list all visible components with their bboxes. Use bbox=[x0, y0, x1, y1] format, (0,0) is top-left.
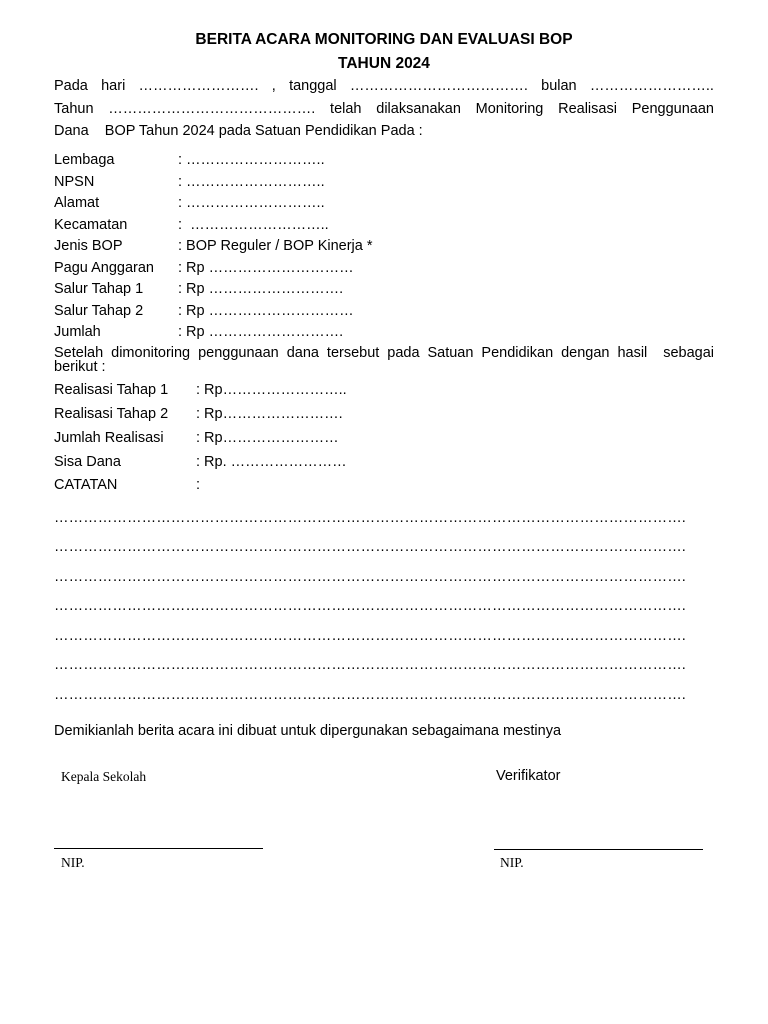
field-label-alamat: Alamat bbox=[54, 195, 100, 211]
result-label-realisasi-tahap-1: Realisasi Tahap 1 bbox=[54, 382, 169, 398]
document-title: BERITA ACARA MONITORING DAN EVALUASI BOP bbox=[195, 31, 573, 48]
field-value-alamat: : ……………………….. bbox=[178, 195, 325, 211]
field-label-salur-tahap-1: Salur Tahap 1 bbox=[54, 281, 144, 297]
signature-line-left bbox=[54, 848, 263, 849]
field-value-kecamatan: : ……………………….. bbox=[178, 217, 329, 233]
result-label-sisa-dana: Sisa Dana bbox=[54, 454, 121, 470]
monitoring-text: Setelah dimonitoring penggunaan dana tersebut pada Satuan Pendidikan dengan hasil sebagai berikut : bbox=[54, 345, 719, 375]
result-value-jumlah-realisasi: : Rp…………………… bbox=[196, 430, 339, 446]
note-line: …………………………………………………………………………………………………………………. bbox=[54, 539, 686, 555]
field-value-salur-tahap-2: : Rp ………………………… bbox=[178, 303, 354, 319]
field-value-npsn: : ……………………….. bbox=[178, 174, 325, 190]
field-label-npsn: NPSN bbox=[54, 174, 95, 190]
field-label-pagu-anggaran: Pagu Anggaran bbox=[54, 260, 154, 276]
result-value-sisa-dana: : Rp. …………………… bbox=[196, 454, 347, 470]
note-line: …………………………………………………………………………………………………………………. bbox=[54, 628, 686, 644]
field-label-jumlah: Jumlah bbox=[54, 324, 101, 340]
intro-line-1: Pada hari ……………………. , tanggal ………………………………. bulan …………………….. bbox=[54, 78, 714, 94]
field-value-salur-tahap-1: : Rp ………………………. bbox=[178, 281, 344, 297]
field-label-kecamatan: Kecamatan bbox=[54, 217, 128, 233]
field-label-lembaga: Lembaga bbox=[54, 152, 115, 168]
closing-text: Demikianlah berita acara ini dibuat untuk dipergunakan sebagaimana mestinya bbox=[54, 723, 562, 739]
field-value-lembaga: : ……………………….. bbox=[178, 152, 325, 168]
nip-left: NIP. bbox=[61, 855, 85, 870]
field-value-jenis-bop: : BOP Reguler / BOP Kinerja * bbox=[178, 238, 373, 254]
result-label-catatan: CATATAN bbox=[54, 477, 118, 493]
nip-right: NIP. bbox=[500, 855, 524, 870]
intro-line-2: Tahun ……………………………………. telah dilaksanakan Monitoring Realisasi Penggunaan bbox=[54, 101, 714, 117]
result-value-catatan: : bbox=[196, 477, 201, 493]
result-label-jumlah-realisasi: Jumlah Realisasi bbox=[54, 430, 164, 446]
note-line: …………………………………………………………………………………………………………………. bbox=[54, 657, 686, 673]
intro-line-3: Dana BOP Tahun 2024 pada Satuan Pendidikan Pada : bbox=[54, 123, 423, 139]
result-value-realisasi-tahap-1: : Rp…………………….. bbox=[196, 382, 347, 398]
note-line: …………………………………………………………………………………………………………………. bbox=[54, 687, 686, 703]
note-line: …………………………………………………………………………………………………………………. bbox=[54, 510, 686, 526]
note-line: …………………………………………………………………………………………………………………. bbox=[54, 598, 686, 614]
result-value-realisasi-tahap-2: : Rp……………………. bbox=[196, 406, 343, 422]
field-label-jenis-bop: Jenis BOP bbox=[54, 238, 123, 254]
note-line: …………………………………………………………………………………………………………………. bbox=[54, 569, 686, 585]
field-value-pagu-anggaran: : Rp ………………………… bbox=[178, 260, 354, 276]
signature-line-right bbox=[494, 849, 703, 850]
field-label-salur-tahap-2: Salur Tahap 2 bbox=[54, 303, 144, 319]
field-value-jumlah: : Rp ………………………. bbox=[178, 324, 344, 340]
signature-title-verifikator: Verifikator bbox=[496, 768, 561, 784]
result-label-realisasi-tahap-2: Realisasi Tahap 2 bbox=[54, 406, 169, 422]
signature-title-kepala-sekolah: Kepala Sekolah bbox=[61, 769, 147, 784]
document-year: TAHUN 2024 bbox=[338, 55, 430, 72]
